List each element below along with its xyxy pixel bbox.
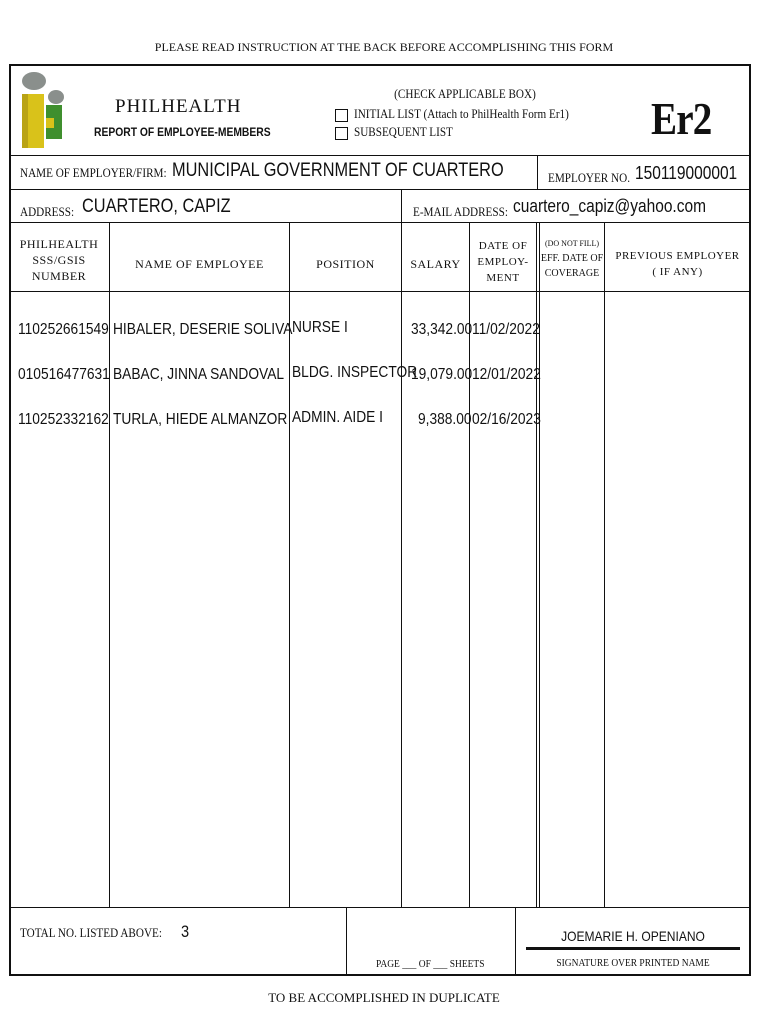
row-1-name: HIBALER, DESERIE SOLIVA xyxy=(113,321,293,338)
initial-list-checkbox[interactable] xyxy=(335,109,348,122)
total-listed-label: TOTAL NO. LISTED ABOVE: xyxy=(20,925,162,940)
column-header-previous-employer: PREVIOUS EMPLOYER ( IF ANY) xyxy=(615,250,740,278)
signature-label: SIGNATURE OVER PRINTED NAME xyxy=(556,957,710,969)
employer-name: MUNICIPAL GOVERNMENT OF CUARTERO xyxy=(172,160,504,181)
brand-name: PHILHEALTH xyxy=(115,96,242,117)
row-3-salary: 9,388.00 xyxy=(418,411,472,428)
address-label: ADDRESS: xyxy=(20,204,75,219)
divider xyxy=(401,189,402,222)
divider xyxy=(9,189,751,190)
divider xyxy=(9,291,751,292)
employer-no: 150119000001 xyxy=(635,163,738,183)
column-header-effective-date: (DO NOT FILL) EFF. DATE OF COVERAGE xyxy=(540,239,604,279)
check-instruction: (CHECK APPLICABLE BOX) xyxy=(394,86,536,101)
form-instruction-note: PLEASE READ INSTRUCTION AT THE BACK BEFORE ACCOMPLISHING THIS FORM xyxy=(154,40,614,54)
total-listed-value: 3 xyxy=(181,922,190,941)
divider xyxy=(401,222,402,907)
employer-name-label: NAME OF EMPLOYER/FIRM: xyxy=(20,165,167,180)
employer-no-label: EMPLOYER NO. xyxy=(548,170,630,185)
divider xyxy=(9,907,751,908)
subsequent-list-checkbox[interactable] xyxy=(335,127,348,140)
row-3-name: TURLA, HIEDE ALMANZOR xyxy=(113,411,288,428)
column-header-salary: SALARY xyxy=(410,257,461,271)
column-header-id: PHILHEALTH SSS/GSIS NUMBER xyxy=(19,237,99,283)
employer-email: cuartero_capiz@yahoo.com xyxy=(513,196,706,216)
philhealth-logo-icon xyxy=(20,70,66,150)
row-2-date: 12/01/2022 xyxy=(472,366,541,383)
report-title: REPORT OF EMPLOYEE-MEMBERS xyxy=(94,125,271,139)
row-2-id: 010516477631 xyxy=(18,366,110,383)
divider xyxy=(515,907,516,976)
divider xyxy=(9,222,751,223)
page-sheets-label: PAGE ___ OF ___ SHEETS xyxy=(376,958,485,970)
column-header-date-of-employment: DATE OF EMPLOY- MENT xyxy=(477,240,529,284)
divider xyxy=(537,155,538,189)
row-2-name: BABAC, JINNA SANDOVAL xyxy=(113,366,285,383)
duplicate-note: TO BE ACCOMPLISHED IN DUPLICATE xyxy=(268,990,500,1005)
signature-line xyxy=(526,947,740,950)
column-header-name: NAME OF EMPLOYEE xyxy=(135,257,264,271)
row-2-salary: 19,079.00 xyxy=(411,366,473,383)
row-3-id: 110252332162 xyxy=(18,411,109,428)
subsequent-list-label: SUBSEQUENT LIST xyxy=(354,124,453,139)
row-1-salary: 33,342.00 xyxy=(411,321,473,338)
row-3-date: 02/16/2023 xyxy=(472,411,541,428)
signatory-name: JOEMARIE H. OPENIANO xyxy=(561,928,705,944)
form-code: Er2 xyxy=(651,93,712,144)
initial-list-label: INITIAL LIST (Attach to PhilHealth Form Er1) xyxy=(354,106,569,121)
email-label: E-MAIL ADDRESS: xyxy=(413,204,508,219)
row-2-position: BLDG. INSPECTOR xyxy=(292,364,418,381)
divider xyxy=(346,907,347,976)
column-header-position: POSITION xyxy=(316,257,375,271)
row-3-position: ADMIN. AIDE I xyxy=(292,409,383,426)
divider xyxy=(604,222,605,907)
row-1-position: NURSE I xyxy=(292,319,348,336)
row-1-id: 110252661549 xyxy=(18,321,109,338)
divider xyxy=(9,155,751,156)
row-1-date: 11/02/2022 xyxy=(472,321,540,338)
employer-address: CUARTERO, CAPIZ xyxy=(82,196,231,217)
